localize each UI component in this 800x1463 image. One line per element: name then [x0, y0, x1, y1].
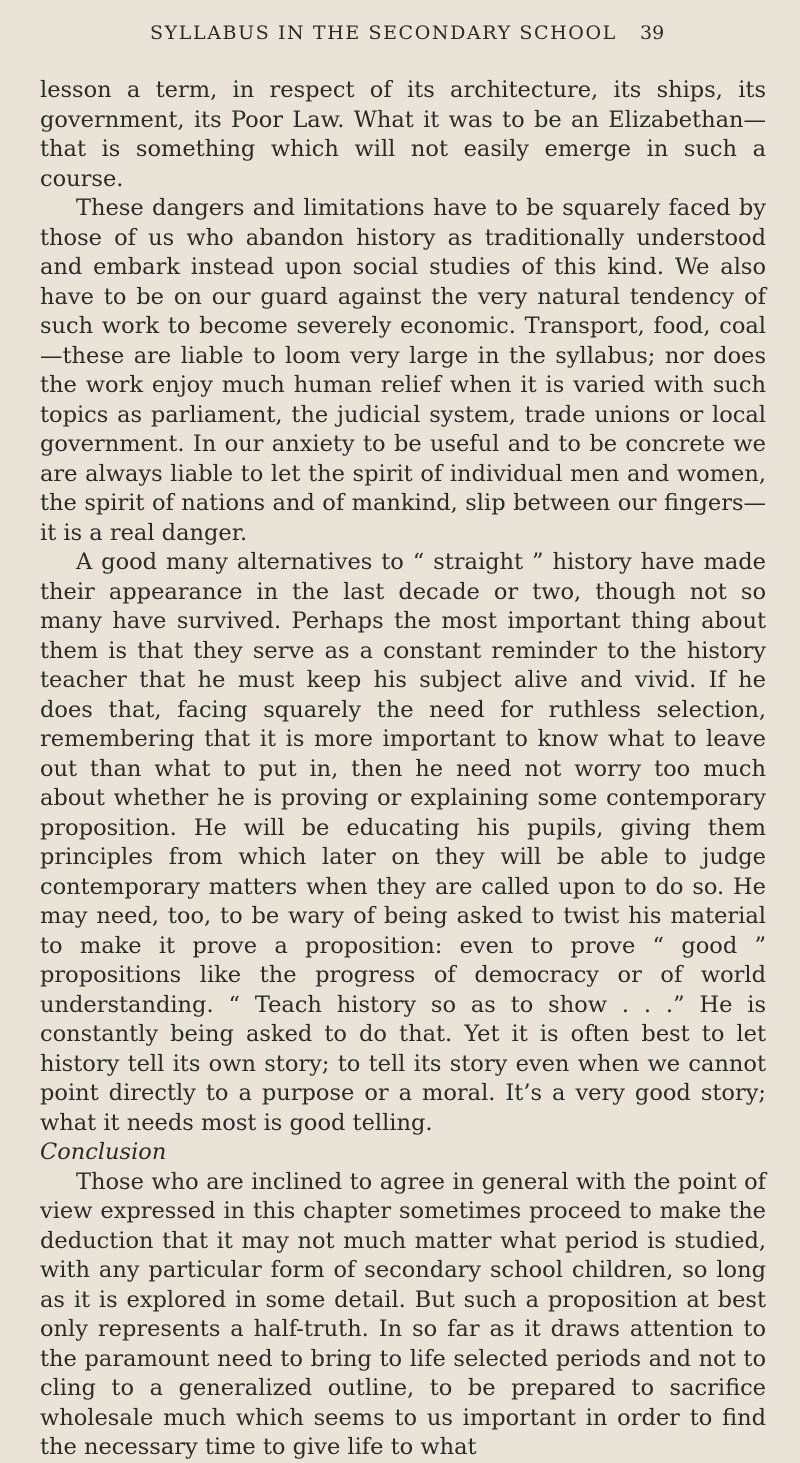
paragraph-alternatives: A good many alternatives to “ straight ” history have made their appearance in the last decade or two, though not so many have survived. Perhaps the most important thing about them is that they serve as a constant reminder to the history teacher that he must keep his subject alive and vivid. If he does that, facing squarely the need for ruthless selection, remembering that it is more important to know what to leave out than what to put in, then he need not worry too much about whether he is proving or explaining some contemporary proposition. He will be educating his pupils, giving them principles from which later on they will be able to judge contemporary matters when they are called upon to do so. He may need, too, to be wary of being asked to twist his material to make it prove a proposition: even to prove “ good ” propositions like the progress of democracy or of world understanding. “ Teach history so as to show . . .” He is constantly being asked to do that. Yet it is often best to let history tell its own story; to tell its story even when we cannot point directly to a purpose or a moral. It’s a very good story; what it needs most is good telling.	[40, 549, 766, 1136]
paragraph-conclusion: Those who are inclined to agree in general with the point of view expressed in this chapter sometimes proceed to make the deduction that it may not much matter what period is studied, with any particular form of secondary school children, so long as it is explored in some detail. But such a proposition at best only represents a half-truth. In so far as it draws attention to the paramount need to bring to life selected periods and not to cling to a generalized outline, to be prepared to sacrifice wholesale much which seems to us important in order to find the necessary time to give life to what	[40, 1168, 766, 1460]
paragraph-continued: lesson a term, in respect of its architecture, its ships, its government, its Poor Law. What it was to be an Elizabethan—that is something which will not easily emerge in such a course.	[40, 77, 766, 192]
page-number: 39	[640, 22, 665, 44]
section-heading-conclusion: Conclusion	[40, 1139, 167, 1165]
running-title: SYLLABUS IN THE SECONDARY SCHOOL	[150, 22, 617, 44]
body-text	[40, 76, 766, 1463]
paragraph-dangers: These dangers and limitations have to be squarely faced by those of us who abandon history as traditionally understood and embark instead upon social studies of this kind. We also have to be on our guard against the very natural tendency of such work to become severely economic. Transport, food, coal—these are liable to loom very large in the syllabus; nor does the work enjoy much human relief when it is varied with such topics as parliament, the judicial system, trade unions or local government. In our anxiety to be useful and to be concrete we are always liable to let the spirit of individual men and women, the spirit of nations and of mankind, slip between our fingers—it is a real danger.	[40, 195, 766, 546]
